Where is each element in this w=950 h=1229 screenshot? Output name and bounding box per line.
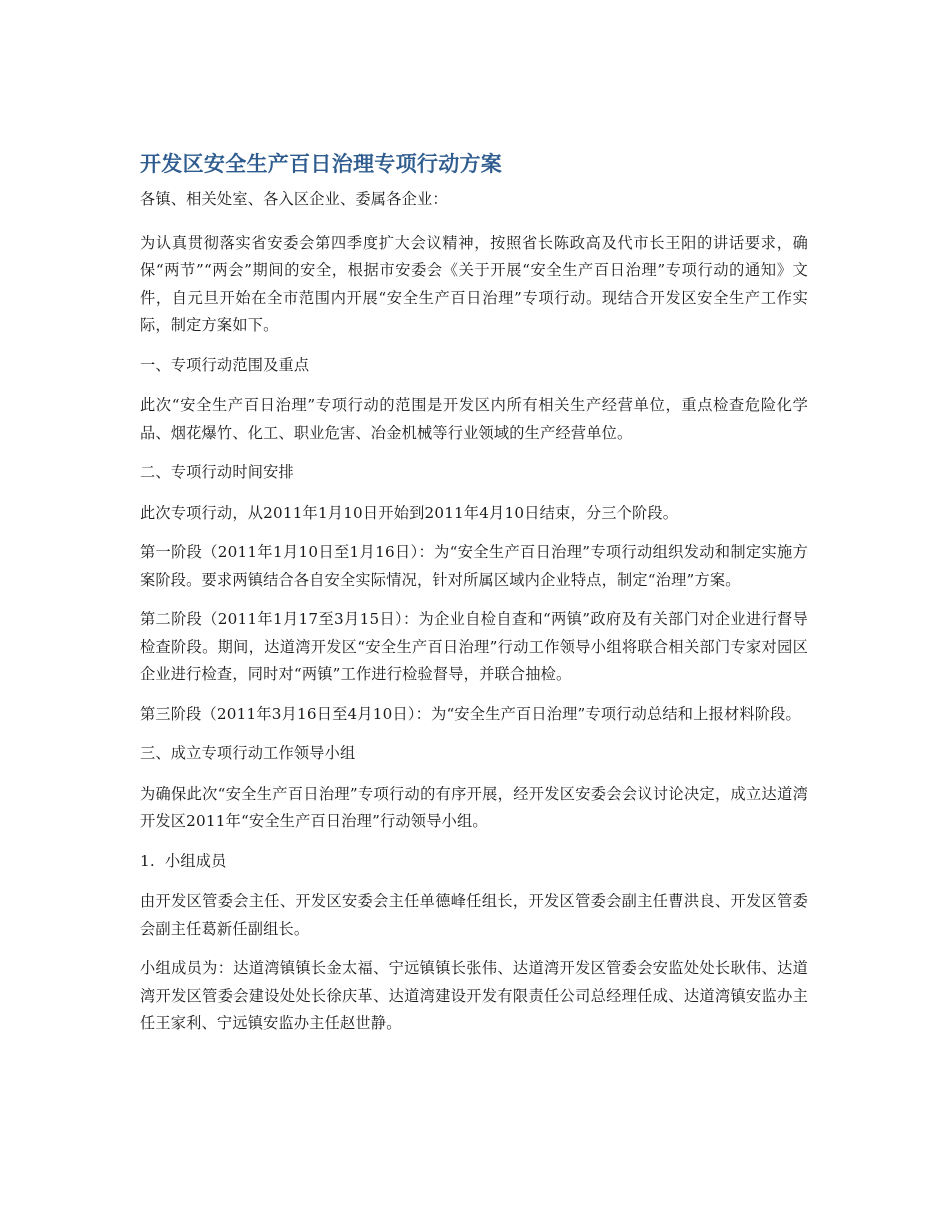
section-2-body: 此次专项行动，从2011年1月10日开始到2011年4月10日结束，分三个阶段。 [140, 503, 679, 522]
intro-paragraph: 为认真贯彻落实省安委会第四季度扩大会议精神，按照省长陈政高及代市长王阳的讲话要求，确保“两节”“两会”期间的安全，根据市安委会《关于开展“安全生产百日治理”专项行动的通知》文件，自元旦开始在全市范围内开展“安全生产百日治理”专项行动。现结合开发区安全生产工作实际，制定方案如下。 [140, 233, 808, 334]
leaders-paragraph: 由开发区管委会主任、开发区安委会主任单德峰任组长，开发区管委会副主任曹洪良、开发区管委会副主任葛新任副组长。 [140, 892, 808, 938]
section-1-body: 此次“安全生产百日治理”专项行动的范围是开发区内所有相关生产经营单位，重点检查危险化学品、烟花爆竹、化工、职业危害、冶金机械等行业领域的生产经营单位。 [140, 396, 808, 442]
document-page [140, 148, 808, 1050]
salutation: 各镇、相关处室、各入区企业、委属各企业： [140, 190, 448, 208]
section-2-heading: 二、专项行动时间安排 [140, 463, 294, 481]
stage-1-paragraph: 第一阶段（2011年1月10日至1月16日）：为“安全生产百日治理”专项行动组织发动和制定实施方案阶段。要求两镇结合各自安全实际情况，针对所属区域内企业特点，制定“治理”方案。 [140, 543, 808, 589]
stage-2-paragraph: 第二阶段（2011年1月17至3月15日）：为企业自检自查和“两镇”政府及有关部门对企业进行督导检查阶段。期间，达道湾开发区“安全生产百日治理”行动工作领导小组将联合相关部门专家对园区企业进行检查，同时对“两镇”工作进行检验督导，并联合抽检。 [140, 610, 808, 683]
stage-3-paragraph: 第三阶段（2011年3月16日至4月10日）：为“安全生产百日治理”专项行动总结和上报材料阶段。 [140, 704, 801, 723]
section-1-heading: 一、专项行动范围及重点 [140, 355, 310, 374]
document-title: 开发区安全生产百日治理专项行动方案 [140, 152, 503, 176]
subsection-1-heading: 1. 小组成员 [140, 851, 227, 870]
members-paragraph: 小组成员为：达道湾镇镇长金太福、宁远镇镇长张伟、达道湾开发区管委会安监处处长耿伟、达道湾开发区管委会建设处处长徐庆革、达道湾建设开发有限责任公司总经理任成、达道湾镇安监办主任王家利、宁远镇安监办主任赵世静。 [140, 959, 808, 1032]
section-3-heading: 三、成立专项行动工作领导小组 [140, 744, 356, 762]
section-3-body: 为确保此次“安全生产百日治理”专项行动的有序开展，经开发区安委会会议讨论决定，成立达道湾开发区2011年“安全生产百日治理”行动领导小组。 [140, 784, 808, 830]
